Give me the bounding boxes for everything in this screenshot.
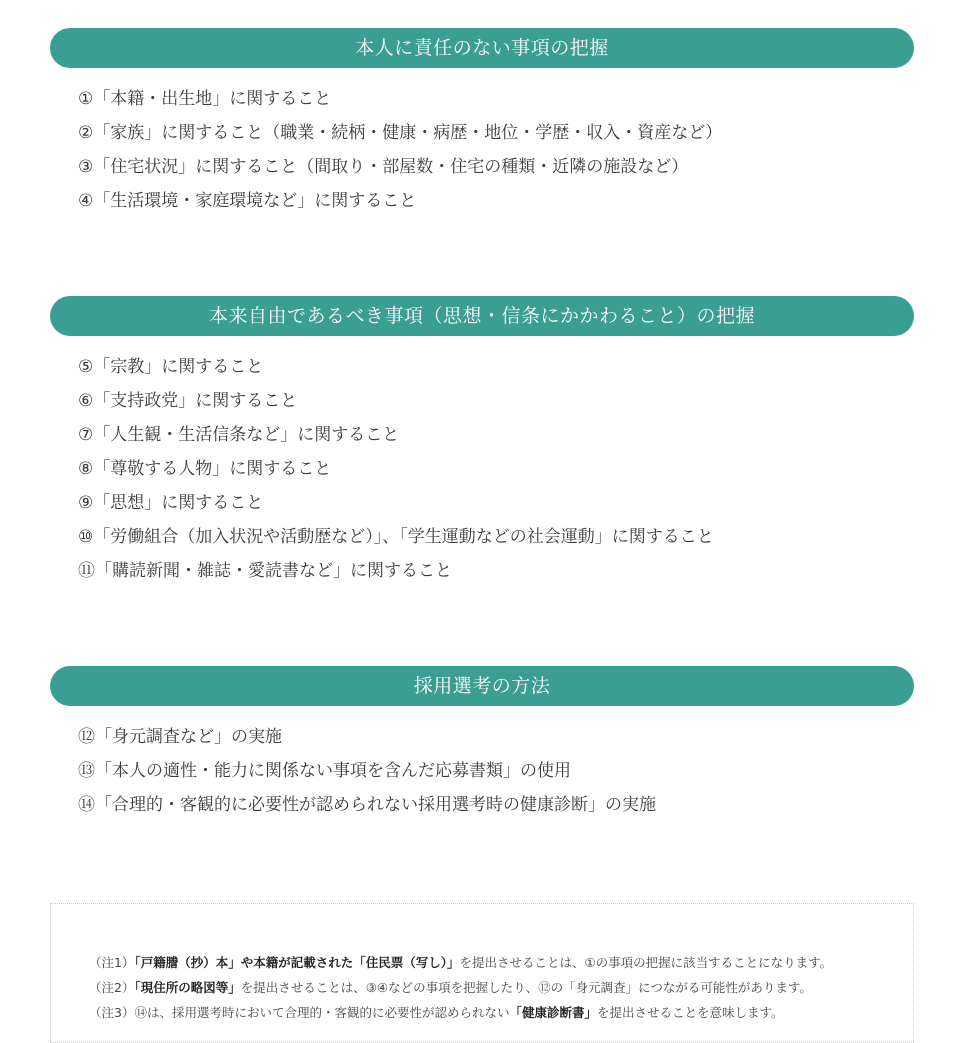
- section-2-list: [50, 350, 914, 588]
- note-prefix: （注2）: [89, 980, 135, 995]
- note-2: [89, 975, 913, 1000]
- list-item: ⑭「合理的・客観的に必要性が認められない採用選考時の健康診断」の実施: [78, 795, 656, 815]
- list-item: ⑥「支持政党」に関すること: [78, 391, 298, 411]
- list-item: ⑧「尊敬する人物」に関すること: [78, 459, 332, 479]
- list-item: ⑨「思想」に関すること: [78, 493, 264, 513]
- note-emphasis: 「戸籍謄（抄）本」や本籍が記載された「住民票（写し）」: [134, 955, 460, 970]
- note-emphasis: 「健康診断書」: [509, 1005, 597, 1020]
- note-3: [89, 1000, 913, 1025]
- section-1-title: 本人に責任のない事項の把握: [50, 28, 914, 68]
- list-item: ②「家族」に関すること（職業・続柄・健康・病歴・地位・学歴・収入・資産など）: [78, 123, 723, 143]
- note-prefix: （注3）⑭は、採用選考時において合理的・客観的に必要性が認められない: [89, 1005, 510, 1020]
- note-1: [89, 950, 913, 975]
- section-3-title: 採用選考の方法: [50, 666, 914, 706]
- list-item: ④「生活環境・家庭環境など」に関すること: [78, 191, 417, 211]
- section-selection-method: [50, 666, 914, 822]
- notes-box: [50, 903, 914, 1043]
- note-emphasis: 「現住所の略図等」: [134, 980, 241, 995]
- list-item: ⑬「本人の適性・能力に関係ない事項を含んだ応募書類」の使用: [78, 761, 571, 781]
- note-text: を提出させることを意味します。: [596, 1005, 784, 1020]
- list-item: ⑤「宗教」に関すること: [78, 357, 264, 377]
- list-item: ⑪「購読新聞・雑誌・愛読書など」に関すること: [78, 561, 452, 581]
- section-2-title: 本来自由であるべき事項（思想・信条にかかわること）の把握: [50, 296, 914, 336]
- section-1-list: [50, 82, 914, 218]
- section-3-list: [50, 720, 914, 822]
- note-prefix: （注1）: [89, 955, 135, 970]
- note-text: を提出させることは、③④などの事項を把握したり、⑫の「身元調査」につながる可能性があります。: [240, 980, 812, 995]
- list-item: ①「本籍・出生地」に関すること: [78, 89, 332, 109]
- note-text: を提出させることは、①の事項の把握に該当することになります。: [459, 955, 833, 970]
- list-item: ⑦「人生観・生活信条など」に関すること: [78, 425, 400, 445]
- list-item: ③「住宅状況」に関すること（間取り・部屋数・住宅の種類・近隣の施設など）: [78, 157, 689, 177]
- section-responsibility: [50, 28, 914, 218]
- list-item: ⑫「身元調査など」の実施: [78, 727, 282, 747]
- section-freedom: [50, 296, 914, 588]
- list-item: ⑩「労働組合（加入状況や活動歴など）」、「学生運動などの社会運動」に関すること: [78, 527, 714, 547]
